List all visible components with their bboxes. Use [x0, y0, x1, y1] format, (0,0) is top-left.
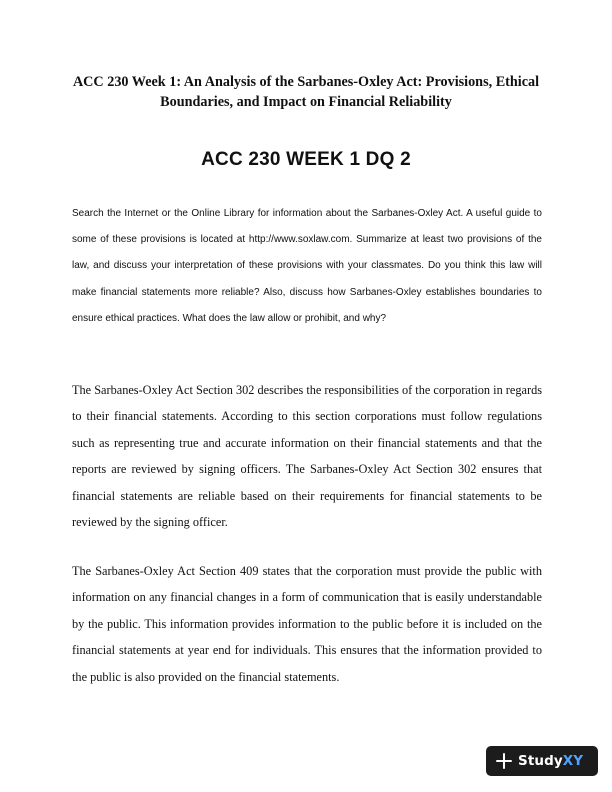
studyxy-badge[interactable]: [486, 746, 598, 776]
answer-paragraph-section-302: The Sarbanes-Oxley Act Section 302 describes the responsibilities of the corporation in regards to their financial statements. According to this section corporations must follow regulations such as representing true and accurate information on their financial statements and that the reports are reviewed by signing officers. The Sarbanes-Oxley Act Section 302 ensures that financial statements are reliable based on their requirements for financial statements to be reviewed by the signing officer.: [72, 383, 542, 530]
brand-main: Study: [518, 753, 563, 769]
brand-accent: XY: [562, 753, 584, 769]
answer-paragraph-section-409: The Sarbanes-Oxley Act Section 409 states that the corporation must provide the public with information on any financial changes in a form of communication that is easily understandable by the public. This information provides information to the public before it is included on the financial statements at year end for individuals. This ensures that the information provided to the public is also provided on the financial statements.: [72, 564, 542, 684]
discussion-heading: ACC 230 WEEK 1 DQ 2: [201, 149, 411, 170]
discussion-prompt: Search the Internet or the Online Library for information about the Sarbanes-Oxley Act. A useful guide to some of these provisions is located at http://www.soxlaw.com. Summarize at least two provisions of the law, and discuss your interpretation of these provisions with your classmates. Do you think this law will make financial statements more reliable? Also, discuss how Sarbanes-Oxley establishes boundaries to ensure ethical practices. What does the law allow or prohibit, and why?: [72, 208, 542, 324]
plus-icon: [496, 753, 512, 769]
document-title: ACC 230 Week 1: An Analysis of the Sarbanes-Oxley Act: Provisions, Ethical Boundaries, and Impact on Financial Reliability: [72, 74, 540, 110]
brand-logo-text: [518, 753, 583, 769]
